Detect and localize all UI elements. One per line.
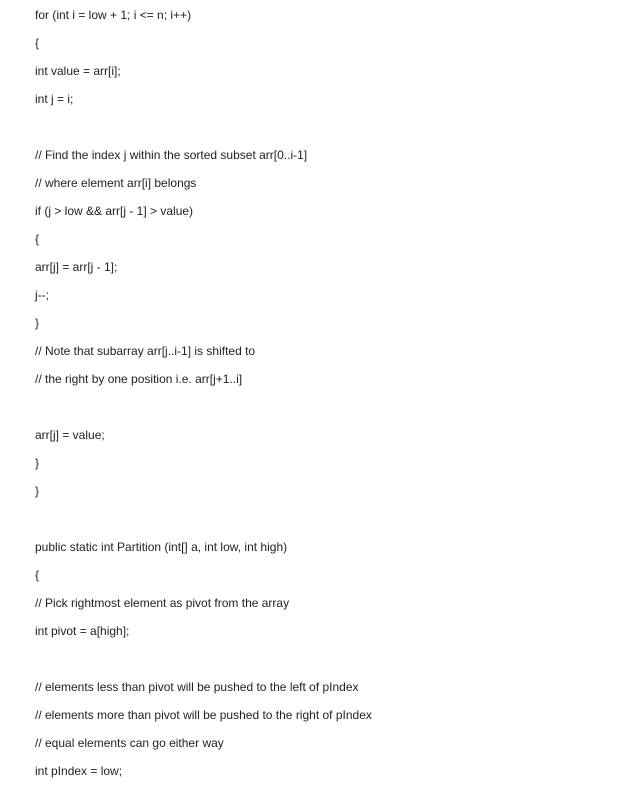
code-line: } <box>35 484 40 498</box>
code-line: // the right by one position i.e. arr[j+1..i] <box>35 372 243 386</box>
code-line: j--; <box>35 288 49 302</box>
code-line: if (j > low && arr[j - 1] > value) <box>35 204 194 218</box>
code-line: int pivot = a[high]; <box>35 624 130 638</box>
code-line: arr[j] = arr[j - 1]; <box>35 260 118 274</box>
code-line: } <box>35 316 40 330</box>
code-line: // Find the index j within the sorted subset arr[0..i-1] <box>35 148 308 162</box>
code-line: { <box>35 232 40 246</box>
code-line: for (int i = low + 1; i <= n; i++) <box>35 8 192 22</box>
code-line: int pIndex = low; <box>35 764 123 778</box>
code-line: // Pick rightmost element as pivot from the array <box>35 596 290 610</box>
code-line: { <box>35 568 40 582</box>
code-line: arr[j] = value; <box>35 428 105 442</box>
code-line: // where element arr[i] belongs <box>35 176 197 190</box>
code-line: // elements less than pivot will be pushed to the left of pIndex <box>35 680 359 694</box>
code-line: int j = i; <box>35 92 74 106</box>
code-line: // equal elements can go either way <box>35 736 224 750</box>
code-line: } <box>35 456 40 470</box>
code-line: // elements more than pivot will be pushed to the right of pIndex <box>35 708 372 722</box>
code-line: public static int Partition (int[] a, int low, int high) <box>35 540 288 554</box>
code-line: { <box>35 36 40 50</box>
code-line: int value = arr[i]; <box>35 64 121 78</box>
code-line: // Note that subarray arr[j..i-1] is shifted to <box>35 344 256 358</box>
